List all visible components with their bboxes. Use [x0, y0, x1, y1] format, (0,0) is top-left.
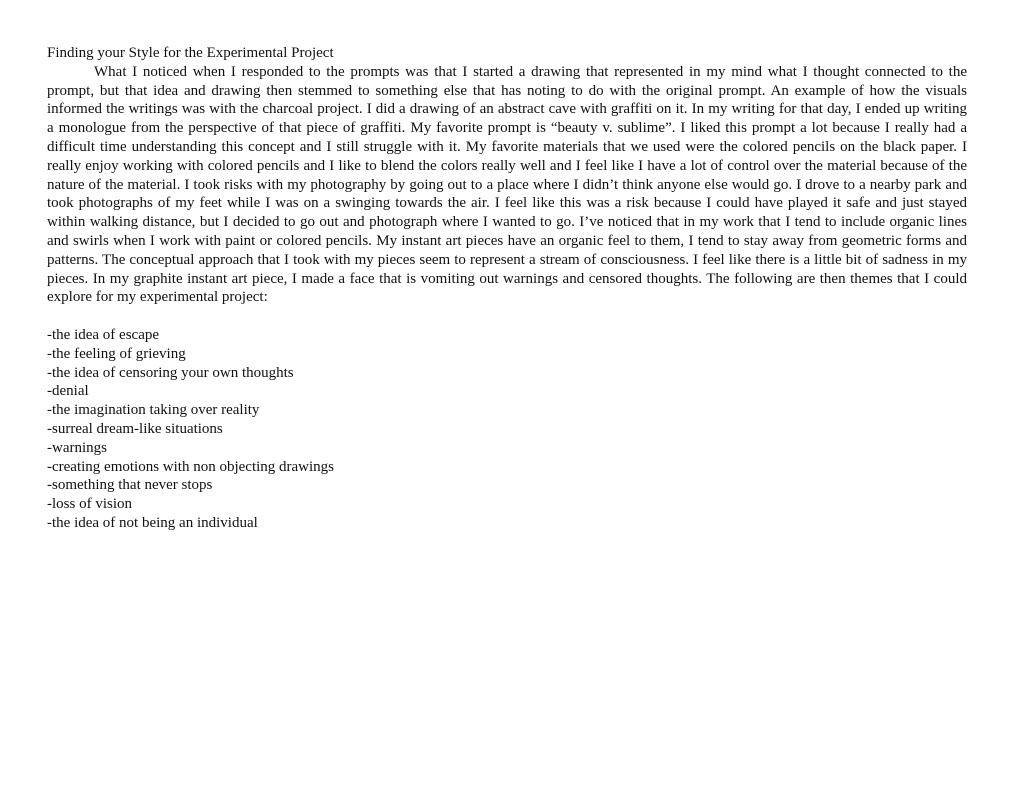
theme-item: -the imagination taking over reality	[47, 402, 260, 419]
theme-item: -creating emotions with non objecting drawings	[47, 458, 335, 475]
theme-item: -the idea of not being an individual	[47, 514, 258, 531]
theme-item: -denial	[47, 383, 89, 400]
theme-item: -the feeling of grieving	[47, 345, 186, 362]
theme-item: -the idea of escape	[47, 326, 160, 343]
theme-item: -warnings	[47, 439, 107, 456]
theme-item: -surreal dream-like situations	[47, 420, 223, 437]
paragraph-spacer	[47, 307, 967, 326]
document-title: Finding your Style for the Experimental Project	[47, 45, 334, 61]
body-paragraph: What I noticed when I responded to the prompts was that I started a drawing that represented in my mind what I thought connected to the prompt, but that idea and drawing then stemmed to something else that has noting to do with the original prompt. An example of how the visuals informed the writings was with the charcoal project. I did a drawing of an abstract cave with graffiti on it. In my writing for that day, I ended up writing a monologue from the perspective of that piece of graffiti. My favorite prompt is “beauty v. sublime”. I liked this prompt a lot because I really had a difficult time understanding this concept and I still struggle with it. My favorite materials that we used were the colored pencils on the black paper. I really enjoy working with colored pencils and I like to blend the colors really well and I feel like I have a lot of control over the material because of the nature of the material. I took risks with my photography by going out to a place where I didn’t think anyone else would go. I drove to a nearby park and took photographs of my feet while I was on a swinging towards the air. I feel like this was a risk because I could have played it safe and just stayed within walking distance, but I decided to go out and photograph where I wanted to go. I’ve noticed that in my work that I tend to include organic lines and swirls when I work with paint or colored pencils. My instant art pieces have an organic feel to them, I tend to stay away from geometric forms and patterns. The conceptual approach that I took with my pieces seem to represent a stream of consciousness. I feel like there is a little bit of sadness in my pieces. In my graphite instant art piece, I made a face that is vomiting out warnings and censored thoughts. The following are then themes that I could explore for my experimental project:	[47, 63, 967, 306]
themes-list	[47, 326, 967, 533]
document-page	[47, 44, 967, 533]
theme-item: -loss of vision	[47, 496, 133, 513]
theme-item: -something that never stops	[47, 477, 213, 494]
theme-item: -the idea of censoring your own thoughts	[47, 364, 294, 381]
